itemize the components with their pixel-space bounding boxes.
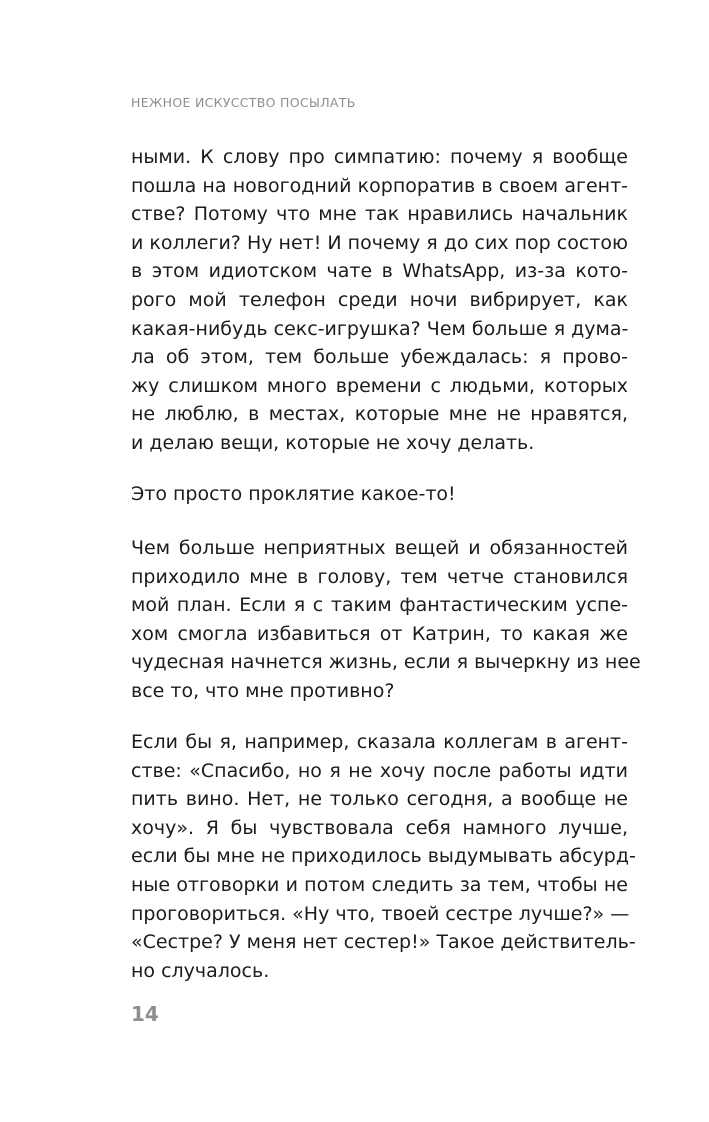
text-line: хом смогла избавиться от Катрин, то какая же [131,622,628,645]
text-line: мой план. Если я с таким фантастическим успе- [131,594,628,617]
text-line: жу слишком много времени с людьми, которых [131,374,628,397]
text-line: все то, что мне противно? [131,679,395,702]
text-line: приходило мне в голову, тем четче становился [131,565,628,588]
text-line: Это просто проклятие какое-то! [131,483,456,505]
text-line: Если бы я, например, сказала коллегам в агент- [131,731,628,753]
text-line: «Сестре? У меня нет сестер!» Такое действитель- [131,931,636,954]
text-line: не люблю, в местах, которые мне не нравятся, [131,403,628,426]
text-line: чудесная начнется жизнь, если я вычеркну из нее [131,651,641,674]
page-number: 14 [131,1002,159,1026]
text-line: стве? Потому что мне так нравились начальник [131,203,628,226]
text-line: в этом идиотском чате в WhatsApp, из-за кото- [131,260,628,283]
text-line: стве: «Спасибо, но я не хочу после работы идти [131,759,628,782]
text-line: если бы мне не приходилось выдумывать абсурд- [131,845,636,868]
text-line: какая-нибудь секс-игрушка? Чем больше я дума- [131,317,629,340]
paragraph [131,534,641,706]
text-line: хочу». Я бы чувствовала себя намного лучше, [131,816,628,839]
text-line: пошла на новогодний корпоратив в своем агент- [131,174,628,197]
paragraph [131,143,628,458]
text-line: ными. К слову про симпатию: почему я вообще [131,146,628,168]
paragraph [131,480,628,509]
text-line: и делаю вещи, которые не хочу делать. [131,431,535,454]
text-line: ла об этом, тем больше убеждалась: я прово- [131,346,628,369]
paragraph [131,728,636,985]
text-line: пить вино. Нет, не только сегодня, а вообще не [131,788,628,811]
text-line: и коллеги? Ну нет! И почему я до сих пор состою [131,231,628,254]
text-line: рого мой телефон среди ночи вибрирует, как [131,288,628,311]
text-line: но случалось. [131,959,270,982]
text-line: ные отговорки и потом следить за тем, чтобы не [131,873,628,896]
running-head: НЕЖНОЕ ИСКУССТВО ПОСЫЛАТЬ [131,95,356,110]
text-line: Чем больше неприятных вещей и обязанностей [131,537,628,559]
text-line: проговориться. «Ну что, твоей сестре лучше?» — [131,902,630,925]
